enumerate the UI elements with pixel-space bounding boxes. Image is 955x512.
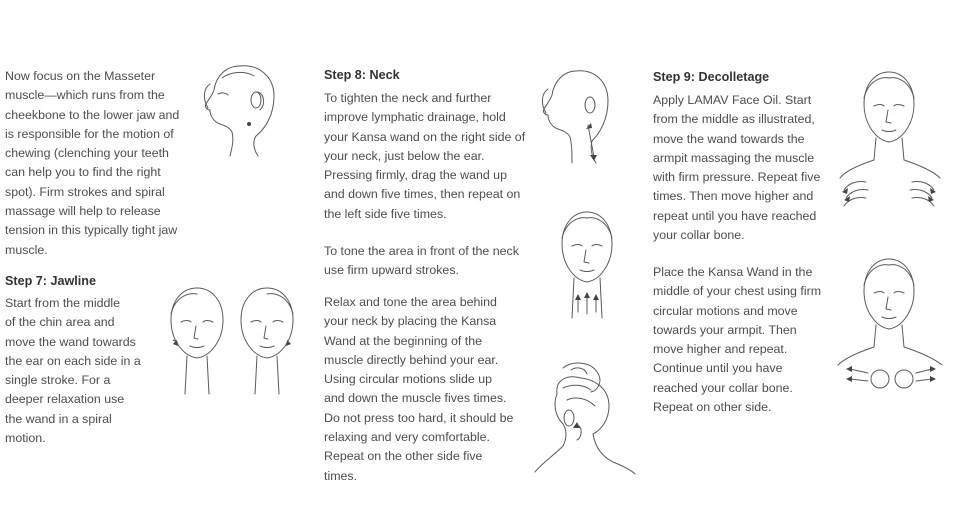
masseter-intro-text: Now focus on the Masseter muscle—which runs from the cheekbone to the lower jaw and is responsible for the motion of chewing (clenching your teeth can help you to find the right spot). Firm strokes and spiral massage will help to release tension in this typically tight jaw muscle. [5,69,180,257]
front-face-neck-upward-icon [556,208,618,320]
step-8-paragraph-2: To tone the area in front of the neck use firm upward strokes. [324,244,519,278]
back-head-bun-neck-icon [533,360,637,475]
profile-head-masseter-icon [200,62,280,157]
step-7-heading: Step 7: Jawline [5,274,96,288]
decolletage-arrows-icon [836,68,946,208]
step-9-paragraph-1: Apply LAMAV Face Oil. Start from the middle as illustrated, move the wand towards the armpit massaging the muscle with firm pressure. Repeat five times. Then move higher and repeat until you have reached your collar bone. [653,93,821,243]
two-faces-jawline-icon [163,284,303,399]
decolletage-circles-icon [834,255,946,395]
step-7-text: Start from the middle of the chin area and move the wand towards the ear on each side in a single stroke. For a deeper relaxation use the wand in a spiral motion. [5,296,141,446]
profile-head-neck-icon [542,67,612,165]
step-8-heading: Step 8: Neck [324,68,400,82]
step-9-heading: Step 9: Decolletage [653,70,770,84]
step-8-paragraph-3: Relax and tone the area behind your neck by placing the Kansa Wand at the beginning of the muscle directly behind your ear. Using circular motions slide up and down the muscle fives times. Do not press too hard, it should be relaxing and very comfortable. Repeat on the other side five times. [324,295,514,483]
step-8-paragraph-1: To tighten the neck and further improve lymphatic drainage, hold your Kansa wand on the right side of your neck, just below the ear. Pressing firmly, drag the wand up and down five times, then repeat on the left side five times. [324,91,526,221]
step-9-paragraph-2: Place the Kansa Wand in the middle of your chest using firm circular motions and move towards your armpit. Then move higher and repeat. Continue until you have reached your collar bone. Repeat on other side. [653,265,822,415]
